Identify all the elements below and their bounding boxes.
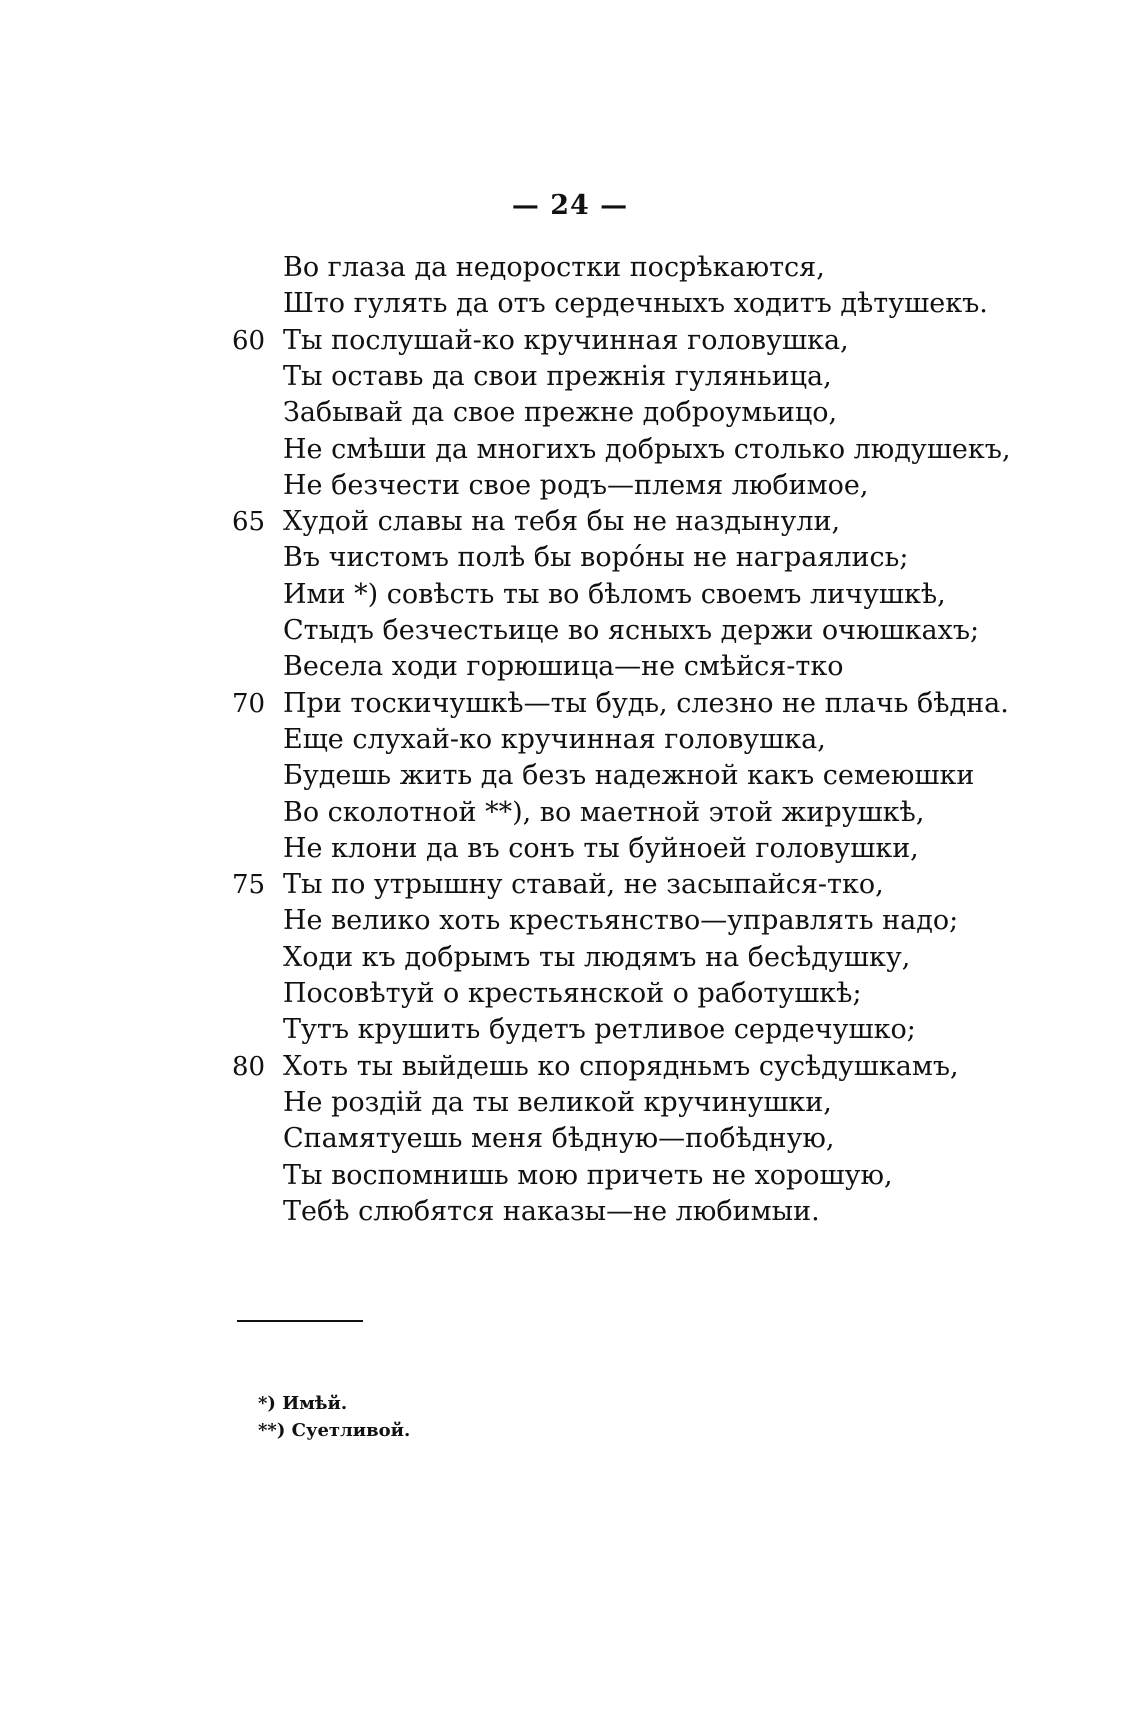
poem-line bbox=[0, 1158, 1140, 1194]
line-text: Тутъ крушить будетъ ретливое сердечушко; bbox=[283, 1014, 916, 1046]
line-text: Ходи къ добрымъ ты людямъ на бесѣдушку, bbox=[283, 941, 911, 973]
poem-line bbox=[0, 795, 1140, 831]
line-number: 60 bbox=[232, 325, 266, 356]
line-text: Не роздій да ты великой кручинушки, bbox=[283, 1086, 832, 1118]
line-text: Будешь жить да безъ надежной какъ семеюшки bbox=[283, 760, 975, 792]
poem-line bbox=[0, 250, 1140, 286]
line-text: Еще слухай-ко кручинная головушка, bbox=[283, 723, 826, 755]
line-number: 70 bbox=[232, 688, 266, 719]
poem-line bbox=[0, 976, 1140, 1012]
poem-line bbox=[0, 1012, 1140, 1048]
poem-line bbox=[0, 359, 1140, 395]
footnotes bbox=[258, 1390, 410, 1444]
line-text: Во сколотной **), во маетной этой жирушкѣ, bbox=[283, 796, 925, 828]
line-text: Забывай да свое прежне доброумьицо, bbox=[283, 397, 838, 429]
line-text: Не клони да въ сонъ ты буйноей головушки, bbox=[283, 832, 919, 864]
line-text: Весела ходи горюшица—не смѣйся-тко bbox=[283, 651, 844, 683]
poem-line bbox=[0, 649, 1140, 685]
poem-line bbox=[0, 432, 1140, 468]
footnote-mark: **) bbox=[258, 1420, 286, 1441]
line-text: Во глаза да недоростки посрѣкаются, bbox=[283, 252, 825, 283]
poem-line bbox=[0, 1049, 1140, 1085]
footnote bbox=[258, 1417, 410, 1444]
line-text: Што гулять да отъ сердечныхъ ходитъ дѣтушекъ. bbox=[283, 288, 988, 320]
line-text: Не безчести свое родъ—племя любимое, bbox=[283, 469, 869, 501]
poem-line bbox=[0, 395, 1140, 431]
poem-line bbox=[0, 1085, 1140, 1121]
line-text: Спамятуешь меня бѣдную—побѣдную, bbox=[283, 1123, 835, 1155]
poem-line bbox=[0, 468, 1140, 504]
footnote bbox=[258, 1390, 410, 1417]
poem-line bbox=[0, 540, 1140, 576]
footnote-text: Имѣй. bbox=[282, 1393, 348, 1414]
page-number: — 24 — bbox=[511, 190, 629, 221]
line-text: Ими *) совѣсть ты во бѣломъ своемъ личушкѣ, bbox=[283, 578, 946, 610]
poem-line bbox=[0, 831, 1140, 867]
line-text: Тебѣ слюбятся наказы—не любимыи. bbox=[283, 1195, 820, 1227]
poem-line bbox=[0, 323, 1140, 359]
line-text: При тоскичушкѣ—ты будь, слезно не плачь бѣдна. bbox=[283, 687, 1009, 719]
poem-line bbox=[0, 940, 1140, 976]
poem-line bbox=[0, 1194, 1140, 1230]
line-number: 80 bbox=[232, 1051, 266, 1082]
line-text: Посовѣтуй о крестьянской о работушкѣ; bbox=[283, 978, 862, 1009]
poem-line bbox=[0, 758, 1140, 794]
footnote-mark: *) bbox=[258, 1393, 276, 1414]
poem-line bbox=[0, 722, 1140, 758]
poem-line bbox=[0, 1121, 1140, 1157]
line-text: Не смѣши да многихъ добрыхъ столько людушекъ, bbox=[283, 433, 1011, 465]
poem-line bbox=[0, 286, 1140, 322]
poem-line bbox=[0, 504, 1140, 540]
poem-line bbox=[0, 903, 1140, 939]
poem-line bbox=[0, 867, 1140, 903]
line-text: Ты оставь да свои прежнія гуляньица, bbox=[283, 360, 832, 392]
footnote-text: Суетливой. bbox=[291, 1420, 411, 1441]
line-text: Не велико хоть крестьянство—управлять надо; bbox=[283, 905, 959, 937]
poem-line bbox=[0, 577, 1140, 613]
line-text: Въ чистомъ полѣ бы воро́ны не награялись; bbox=[283, 542, 909, 574]
line-text: Хоть ты выйдешь ко спорядньмъ сусѣдушкамъ, bbox=[283, 1050, 959, 1082]
line-text: Ты послушай-ко кручинная головушка, bbox=[283, 324, 849, 356]
poem-line bbox=[0, 613, 1140, 649]
line-text: Ты воспомнишь мою причеть не хорошую, bbox=[283, 1159, 893, 1191]
line-number: 65 bbox=[232, 507, 266, 538]
line-text: Худой славы на тебя бы не наздынули, bbox=[283, 506, 841, 538]
line-text: Ты по утрышну ставай, не засыпайся-тко, bbox=[283, 869, 884, 901]
line-number: 75 bbox=[232, 870, 266, 901]
poem-line bbox=[0, 686, 1140, 722]
footnote-divider bbox=[237, 1320, 363, 1322]
line-text: Стыдъ безчестьице во ясныхъ держи очюшкахъ; bbox=[283, 615, 980, 646]
